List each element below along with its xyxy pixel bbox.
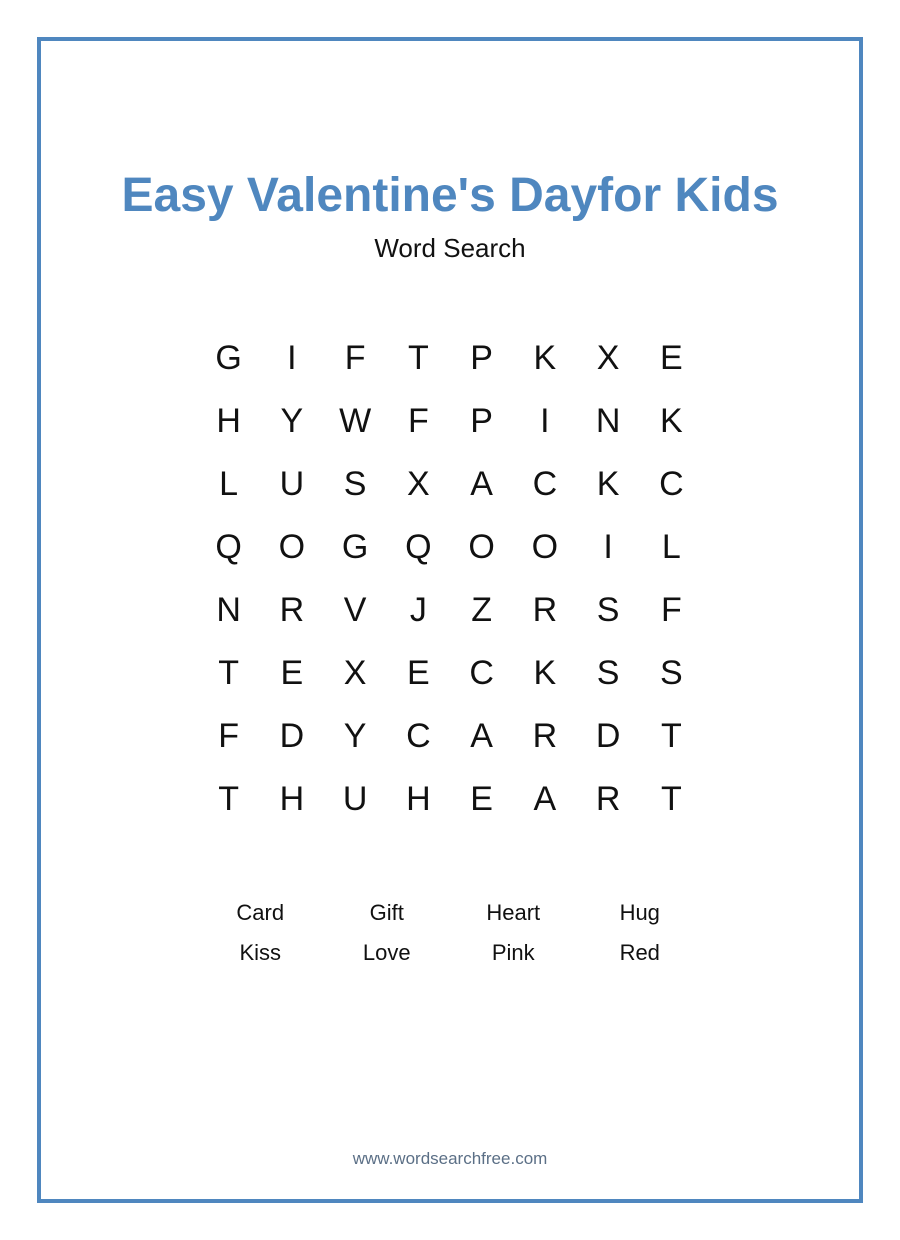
grid-cell: P <box>470 339 493 377</box>
letter-grid <box>197 327 703 831</box>
grid-cell: G <box>341 528 369 566</box>
word-list-item: Heart <box>486 900 541 925</box>
grid-cell: Y <box>343 717 367 755</box>
grid-cell: Y <box>280 402 304 440</box>
grid-cell: E <box>660 339 683 377</box>
grid-cell: L <box>661 528 681 566</box>
page-title: Easy Valentine's Dayfor Kids <box>121 169 779 222</box>
grid-cell: W <box>339 402 372 440</box>
grid-cell: O <box>468 528 495 566</box>
grid-cell: X <box>596 339 620 377</box>
grid-cell: Z <box>471 591 493 629</box>
word-list-item: Kiss <box>239 940 282 965</box>
grid-cell: A <box>470 717 493 755</box>
grid-cell: S <box>660 654 683 692</box>
grid-cell: H <box>216 402 241 440</box>
grid-cell: Q <box>405 528 432 566</box>
grid-cell: H <box>279 780 305 818</box>
grid-cell: F <box>344 339 366 377</box>
grid-cell: J <box>409 591 427 629</box>
grid-cell: I <box>287 339 297 377</box>
grid-cell: N <box>595 402 621 440</box>
grid-cell: R <box>595 780 621 818</box>
grid-cell: K <box>533 339 557 377</box>
grid-cell: F <box>660 591 682 629</box>
grid-cell: F <box>218 717 240 755</box>
grid-cell: K <box>660 402 683 440</box>
grid-cell: O <box>278 528 306 566</box>
word-list <box>197 893 703 973</box>
grid-cell: R <box>532 591 558 629</box>
word-list-item: Hug <box>619 900 660 925</box>
grid-cell: Q <box>215 528 242 566</box>
grid-cell: P <box>470 402 493 440</box>
word-list-item: Love <box>362 940 411 965</box>
grid-cell: X <box>407 465 430 503</box>
grid-cell: R <box>532 717 558 755</box>
grid-cell: S <box>596 654 620 692</box>
grid-cell: G <box>215 339 242 377</box>
word-list-item: Red <box>619 940 660 965</box>
grid-cell: R <box>279 591 305 629</box>
grid-cell: N <box>216 591 241 629</box>
page-subtitle: Word Search <box>374 233 526 263</box>
grid-cell: C <box>406 717 431 755</box>
grid-cell: I <box>603 528 613 566</box>
grid-cell: T <box>660 780 682 818</box>
word-list-item: Card <box>236 900 285 925</box>
grid-cell: D <box>595 717 621 755</box>
grid-cell: T <box>218 780 240 818</box>
word-list-item: Gift <box>369 900 404 925</box>
grid-cell: U <box>279 465 305 503</box>
footer-url: www.wordsearchfree.com <box>352 1149 548 1168</box>
grid-cell: A <box>470 465 493 503</box>
grid-cell: E <box>407 654 430 692</box>
word-list-item: Pink <box>491 940 535 965</box>
grid-cell: C <box>469 654 494 692</box>
grid-cell: O <box>531 528 559 566</box>
grid-cell: H <box>406 780 431 818</box>
grid-cell: U <box>342 780 368 818</box>
grid-cell: D <box>279 717 305 755</box>
grid-cell: K <box>596 465 620 503</box>
grid-cell: K <box>533 654 557 692</box>
grid-cell: E <box>280 654 304 692</box>
grid-cell: T <box>407 339 429 377</box>
grid-cell: T <box>660 717 682 755</box>
grid-cell: C <box>659 465 684 503</box>
grid-cell: C <box>532 465 558 503</box>
grid-cell: V <box>343 591 367 629</box>
grid-cell: X <box>343 654 367 692</box>
grid-cell: L <box>219 465 239 503</box>
grid-cell: T <box>218 654 240 692</box>
grid-cell: I <box>540 402 550 440</box>
grid-cell: S <box>596 591 620 629</box>
grid-cell: S <box>343 465 367 503</box>
grid-cell: F <box>407 402 429 440</box>
grid-cell: A <box>533 780 557 818</box>
grid-cell: E <box>470 780 493 818</box>
